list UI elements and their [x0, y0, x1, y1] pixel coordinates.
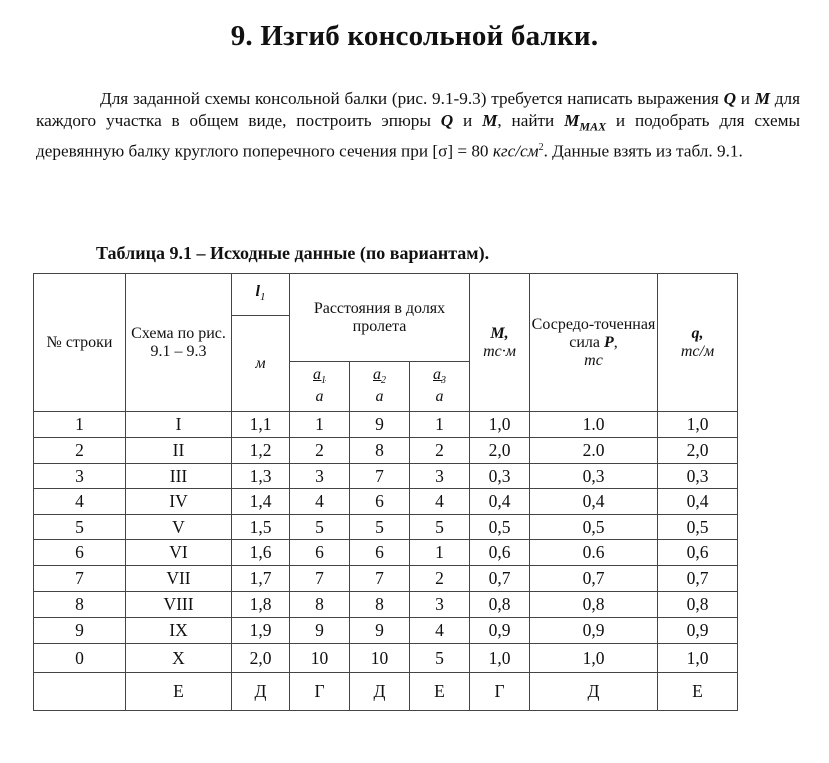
table-cell: 0,8 — [530, 592, 658, 618]
table-row — [34, 464, 738, 489]
table-cell: V — [126, 515, 232, 540]
table-cell: 9 — [350, 618, 410, 644]
table-cell: 1 — [410, 412, 470, 438]
table-cell: 4 — [290, 489, 350, 515]
table-cell: 0,4 — [530, 489, 658, 515]
table-cell: 1,8 — [232, 592, 290, 618]
table-cell: 1 — [290, 412, 350, 438]
table-cell: 1,1 — [232, 412, 290, 438]
table-cell: 2 — [410, 438, 470, 464]
table-cell: 6 — [350, 540, 410, 566]
table-cell: 6 — [350, 489, 410, 515]
table-cell: 1,3 — [232, 464, 290, 489]
table-cell: 9 — [350, 412, 410, 438]
table-cell: 8 — [290, 592, 350, 618]
table-cell: 1,0 — [658, 644, 738, 673]
table-cell: 0,9 — [658, 618, 738, 644]
header-distances: Расстояния в долях пролета — [290, 274, 470, 362]
page-title: 9. Изгиб консольной балки. — [230, 20, 599, 52]
table-cell: 4 — [410, 489, 470, 515]
table-cell: 2,0 — [232, 644, 290, 673]
table-cell: 7 — [34, 566, 126, 592]
table-cell: 0,4 — [658, 489, 738, 515]
table-cell: 2 — [290, 438, 350, 464]
table-footer-cell: Е — [126, 673, 232, 711]
header-a3: $\frac{a_3}{a}$ — [410, 362, 470, 412]
header-a1: $\frac{a_1}{a}$ — [290, 362, 350, 412]
table-cell: 2 — [410, 566, 470, 592]
table-cell: 8 — [350, 592, 410, 618]
table-cell: 2,0 — [470, 438, 530, 464]
table-cell: 0,5 — [658, 515, 738, 540]
table-cell: 2 — [34, 438, 126, 464]
table-row — [34, 592, 738, 618]
table-row — [34, 438, 738, 464]
table-cell: 0,7 — [658, 566, 738, 592]
table-cell: 1,0 — [470, 412, 530, 438]
table-cell: 1,5 — [232, 515, 290, 540]
table-cell: 1,0 — [470, 644, 530, 673]
table-cell: 0,9 — [470, 618, 530, 644]
table-row — [34, 540, 738, 566]
table-cell: 0.6 — [530, 540, 658, 566]
table-cell: 1,6 — [232, 540, 290, 566]
table-cell: 1,4 — [232, 489, 290, 515]
table-cell: 1,7 — [232, 566, 290, 592]
table-cell: II — [126, 438, 232, 464]
table-cell: 0,8 — [470, 592, 530, 618]
table-cell: I — [126, 412, 232, 438]
table-row — [34, 489, 738, 515]
header-moment: M, тс·м — [470, 274, 530, 412]
table-cell: 5 — [350, 515, 410, 540]
table-cell: 0,3 — [658, 464, 738, 489]
table-cell: 3 — [410, 464, 470, 489]
header-scheme: Схема по рис. 9.1 – 9.3 — [126, 274, 232, 412]
table-cell: 5 — [410, 515, 470, 540]
table-footer-row — [34, 673, 738, 711]
table-footer-cell: Е — [658, 673, 738, 711]
table-footer-cell — [34, 673, 126, 711]
table-cell: 0,4 — [470, 489, 530, 515]
table-cell: 1 — [410, 540, 470, 566]
table-footer-cell: Г — [290, 673, 350, 711]
table-cell: 1,2 — [232, 438, 290, 464]
table-footer-cell: Д — [530, 673, 658, 711]
table-cell: 2.0 — [530, 438, 658, 464]
table-cell: 0,7 — [530, 566, 658, 592]
table-footer-cell: Е — [410, 673, 470, 711]
table-cell: 4 — [34, 489, 126, 515]
table-footer-cell: Д — [232, 673, 290, 711]
table-cell: 7 — [350, 566, 410, 592]
data-table — [33, 273, 738, 711]
table-cell: 0,5 — [530, 515, 658, 540]
table-row — [34, 566, 738, 592]
header-l1-unit: м — [232, 316, 290, 412]
table-cell: 0,3 — [530, 464, 658, 489]
table-cell: 0,9 — [530, 618, 658, 644]
table-cell: VIII — [126, 592, 232, 618]
table-footer-cell: Г — [470, 673, 530, 711]
task-paragraph: Для заданной схемы консольной балки (рис. 9.1-9.3) требуется написать выражения Q и M для каждого участка в общем виде, построить эпюры Q и M, найти $M_{MAX}$ и подобрать для схемы деревянную балку круглого поперечного сечения при [σ] = 80 кгс/$см^2$. Данные взять из табл. 9.1. — [36, 89, 801, 162]
table-cell: 8 — [350, 438, 410, 464]
table-cell: 1,9 — [232, 618, 290, 644]
table-cell: 10 — [350, 644, 410, 673]
table-cell: X — [126, 644, 232, 673]
table-cell: 9 — [34, 618, 126, 644]
table-cell: 2,0 — [658, 438, 738, 464]
table-cell: 7 — [290, 566, 350, 592]
table-cell: 0,5 — [470, 515, 530, 540]
header-a2: $\frac{a_2}{a}$ — [350, 362, 410, 412]
table-cell: 8 — [34, 592, 126, 618]
table-row — [34, 644, 738, 673]
table-cell: 1,0 — [658, 412, 738, 438]
table-row — [34, 412, 738, 438]
header-force: Сосредо-точенная сила P, тс — [530, 274, 658, 412]
table-cell: 3 — [34, 464, 126, 489]
table-cell: 7 — [350, 464, 410, 489]
table-cell: 0,6 — [658, 540, 738, 566]
table-row — [34, 618, 738, 644]
header-load: q, тс/м — [658, 274, 738, 412]
table-cell: 0,3 — [470, 464, 530, 489]
table-cell: 6 — [290, 540, 350, 566]
table-cell: 1.0 — [530, 412, 658, 438]
table-footer-cell: Д — [350, 673, 410, 711]
header-l1: $l_1$ — [232, 274, 290, 316]
table-cell: III — [126, 464, 232, 489]
header-row-no: № строки — [34, 274, 126, 412]
table-row — [34, 515, 738, 540]
table-cell: 1 — [34, 412, 126, 438]
table-cell: 4 — [410, 618, 470, 644]
table-cell: 0,8 — [658, 592, 738, 618]
table-cell: 5 — [34, 515, 126, 540]
table-cell: 3 — [290, 464, 350, 489]
table-cell: IX — [126, 618, 232, 644]
table-caption: Таблица 9.1 – Исходные данные (по вариантам). — [96, 243, 490, 263]
table-cell: 6 — [34, 540, 126, 566]
table-cell: 3 — [410, 592, 470, 618]
table-cell: VII — [126, 566, 232, 592]
table-cell: 5 — [410, 644, 470, 673]
table-cell: 0,6 — [470, 540, 530, 566]
table-cell: 1,0 — [530, 644, 658, 673]
table-cell: 0 — [34, 644, 126, 673]
table-cell: IV — [126, 489, 232, 515]
table-cell: 10 — [290, 644, 350, 673]
table-cell: 0,7 — [470, 566, 530, 592]
table-cell: VI — [126, 540, 232, 566]
table-cell: 5 — [290, 515, 350, 540]
table-cell: 9 — [290, 618, 350, 644]
